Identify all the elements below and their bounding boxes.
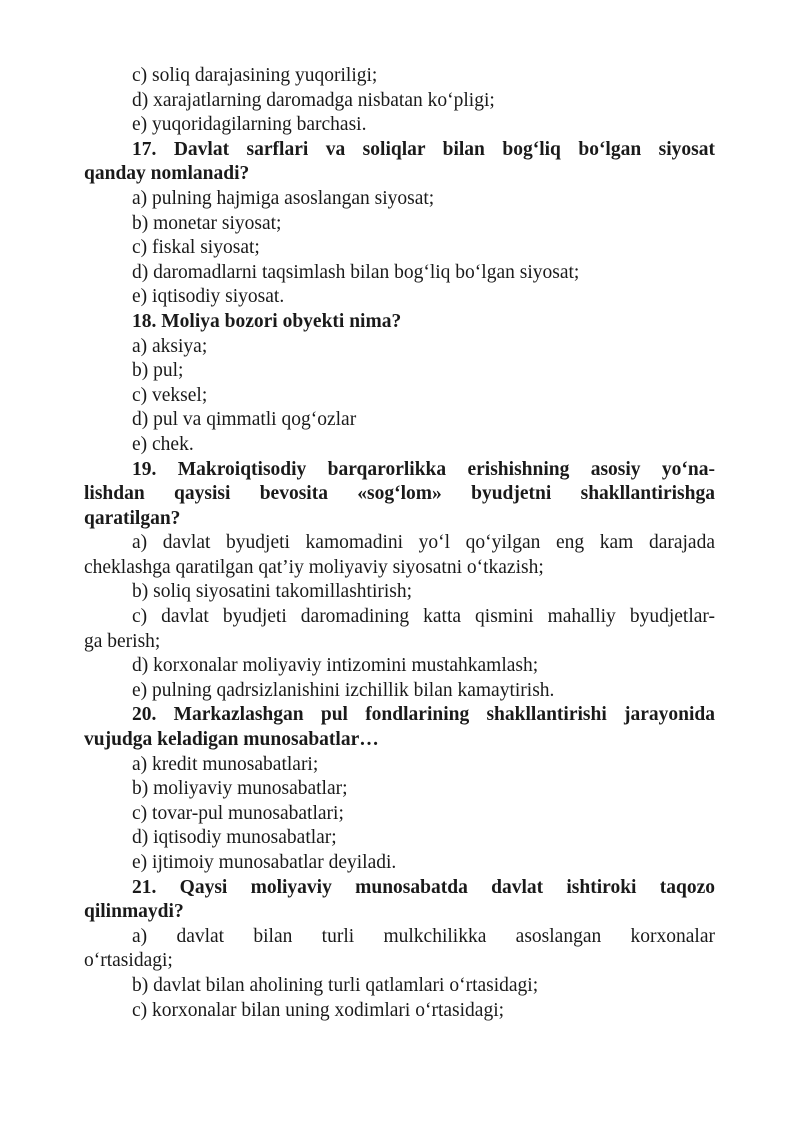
answer-option: e) pulning qadrsizlanishini izchillik bilan kamaytirish. <box>132 679 555 701</box>
answer-option: d) korxonalar moliyaviy intizomini mustahkamlash; <box>132 655 539 677</box>
answer-option: d) daromadlarni taqsimlash bilan bog‘liq bo‘lgan siyosat; <box>132 261 580 283</box>
question-18: 18. Moliya bozori obyekti nima? <box>132 310 402 332</box>
question-17: 17. Davlat sarflari va soliqlar bilan bog‘liq bo‘lgan siyosat <box>132 138 715 160</box>
question-21: 21. Qaysi moliyaviy munosabatda davlat ishtiroki taqozo <box>132 876 715 898</box>
answer-option: d) pul va qimmatli qog‘ozlar <box>132 409 357 431</box>
answer-option: a) davlat byudjeti kamomadini yo‘l qo‘yilgan eng kam darajada <box>132 532 715 554</box>
answer-option: a) aksiya; <box>132 335 208 357</box>
answer-option: c) tovar-pul munosabatlari; <box>132 802 344 824</box>
document-page <box>84 64 715 1023</box>
question-20: 20. Markazlashgan pul fondlarining shakllantirishi jarayonida <box>132 704 715 726</box>
answer-option: c) davlat byudjeti daromadining katta qismini mahalliy byudjetlar- <box>132 606 715 628</box>
answer-option: d) iqtisodiy munosabatlar; <box>132 827 337 849</box>
answer-option: a) pulning hajmiga asoslangan siyosat; <box>132 187 435 209</box>
answer-option: b) davlat bilan aholining turli qatlamlari o‘rtasidagi; <box>132 974 539 996</box>
answer-option: e) ijtimoiy munosabatlar deyiladi. <box>132 852 397 873</box>
answer-option: b) pul; <box>132 360 184 382</box>
answer-option: c) fiskal siyosat; <box>132 237 260 259</box>
answer-option-continuation: o‘rtasidagi; <box>84 950 173 972</box>
question-21-continuation: qilinmaydi? <box>84 901 184 923</box>
answer-option: e) iqtisodiy siyosat. <box>132 286 285 308</box>
answer-option: d) xarajatlarning daromadga nisbatan ko‘pligi; <box>132 89 495 111</box>
question-19-continuation: lishdan qaysisi bevosita «sog‘lom» byudjetni shakllantirishga <box>84 483 715 505</box>
answer-option: b) soliq siyosatini takomillashtirish; <box>132 581 413 603</box>
question-19-continuation: qaratilgan? <box>84 507 181 529</box>
answer-option: e) yuqoridagilarning barchasi. <box>132 114 367 136</box>
answer-option: b) monetar siyosat; <box>132 212 282 234</box>
answer-option-continuation: cheklashga qaratilgan qat’iy moliyaviy siyosatni o‘tkazish; <box>84 556 544 578</box>
question-17-continuation: qanday nomlanadi? <box>84 163 250 185</box>
question-19: 19. Makroiqtisodiy barqarorlikka erishishning asosiy yo‘na- <box>132 458 715 480</box>
answer-option: c) soliq darajasining yuqoriligi; <box>132 65 378 86</box>
answer-option: c) veksel; <box>132 384 208 406</box>
answer-option: e) chek. <box>132 433 194 455</box>
answer-option: a) davlat bilan turli mulkchilikka asoslangan korxonalar <box>132 925 715 947</box>
answer-option: a) kredit munosabatlari; <box>132 753 319 775</box>
answer-option: b) moliyaviy munosabatlar; <box>132 778 348 800</box>
question-20-continuation: vujudga keladigan munosabatlar… <box>84 729 379 751</box>
answer-option-continuation: ga berish; <box>84 630 161 652</box>
answer-option: c) korxonalar bilan uning xodimlari o‘rtasidagi; <box>132 999 505 1021</box>
